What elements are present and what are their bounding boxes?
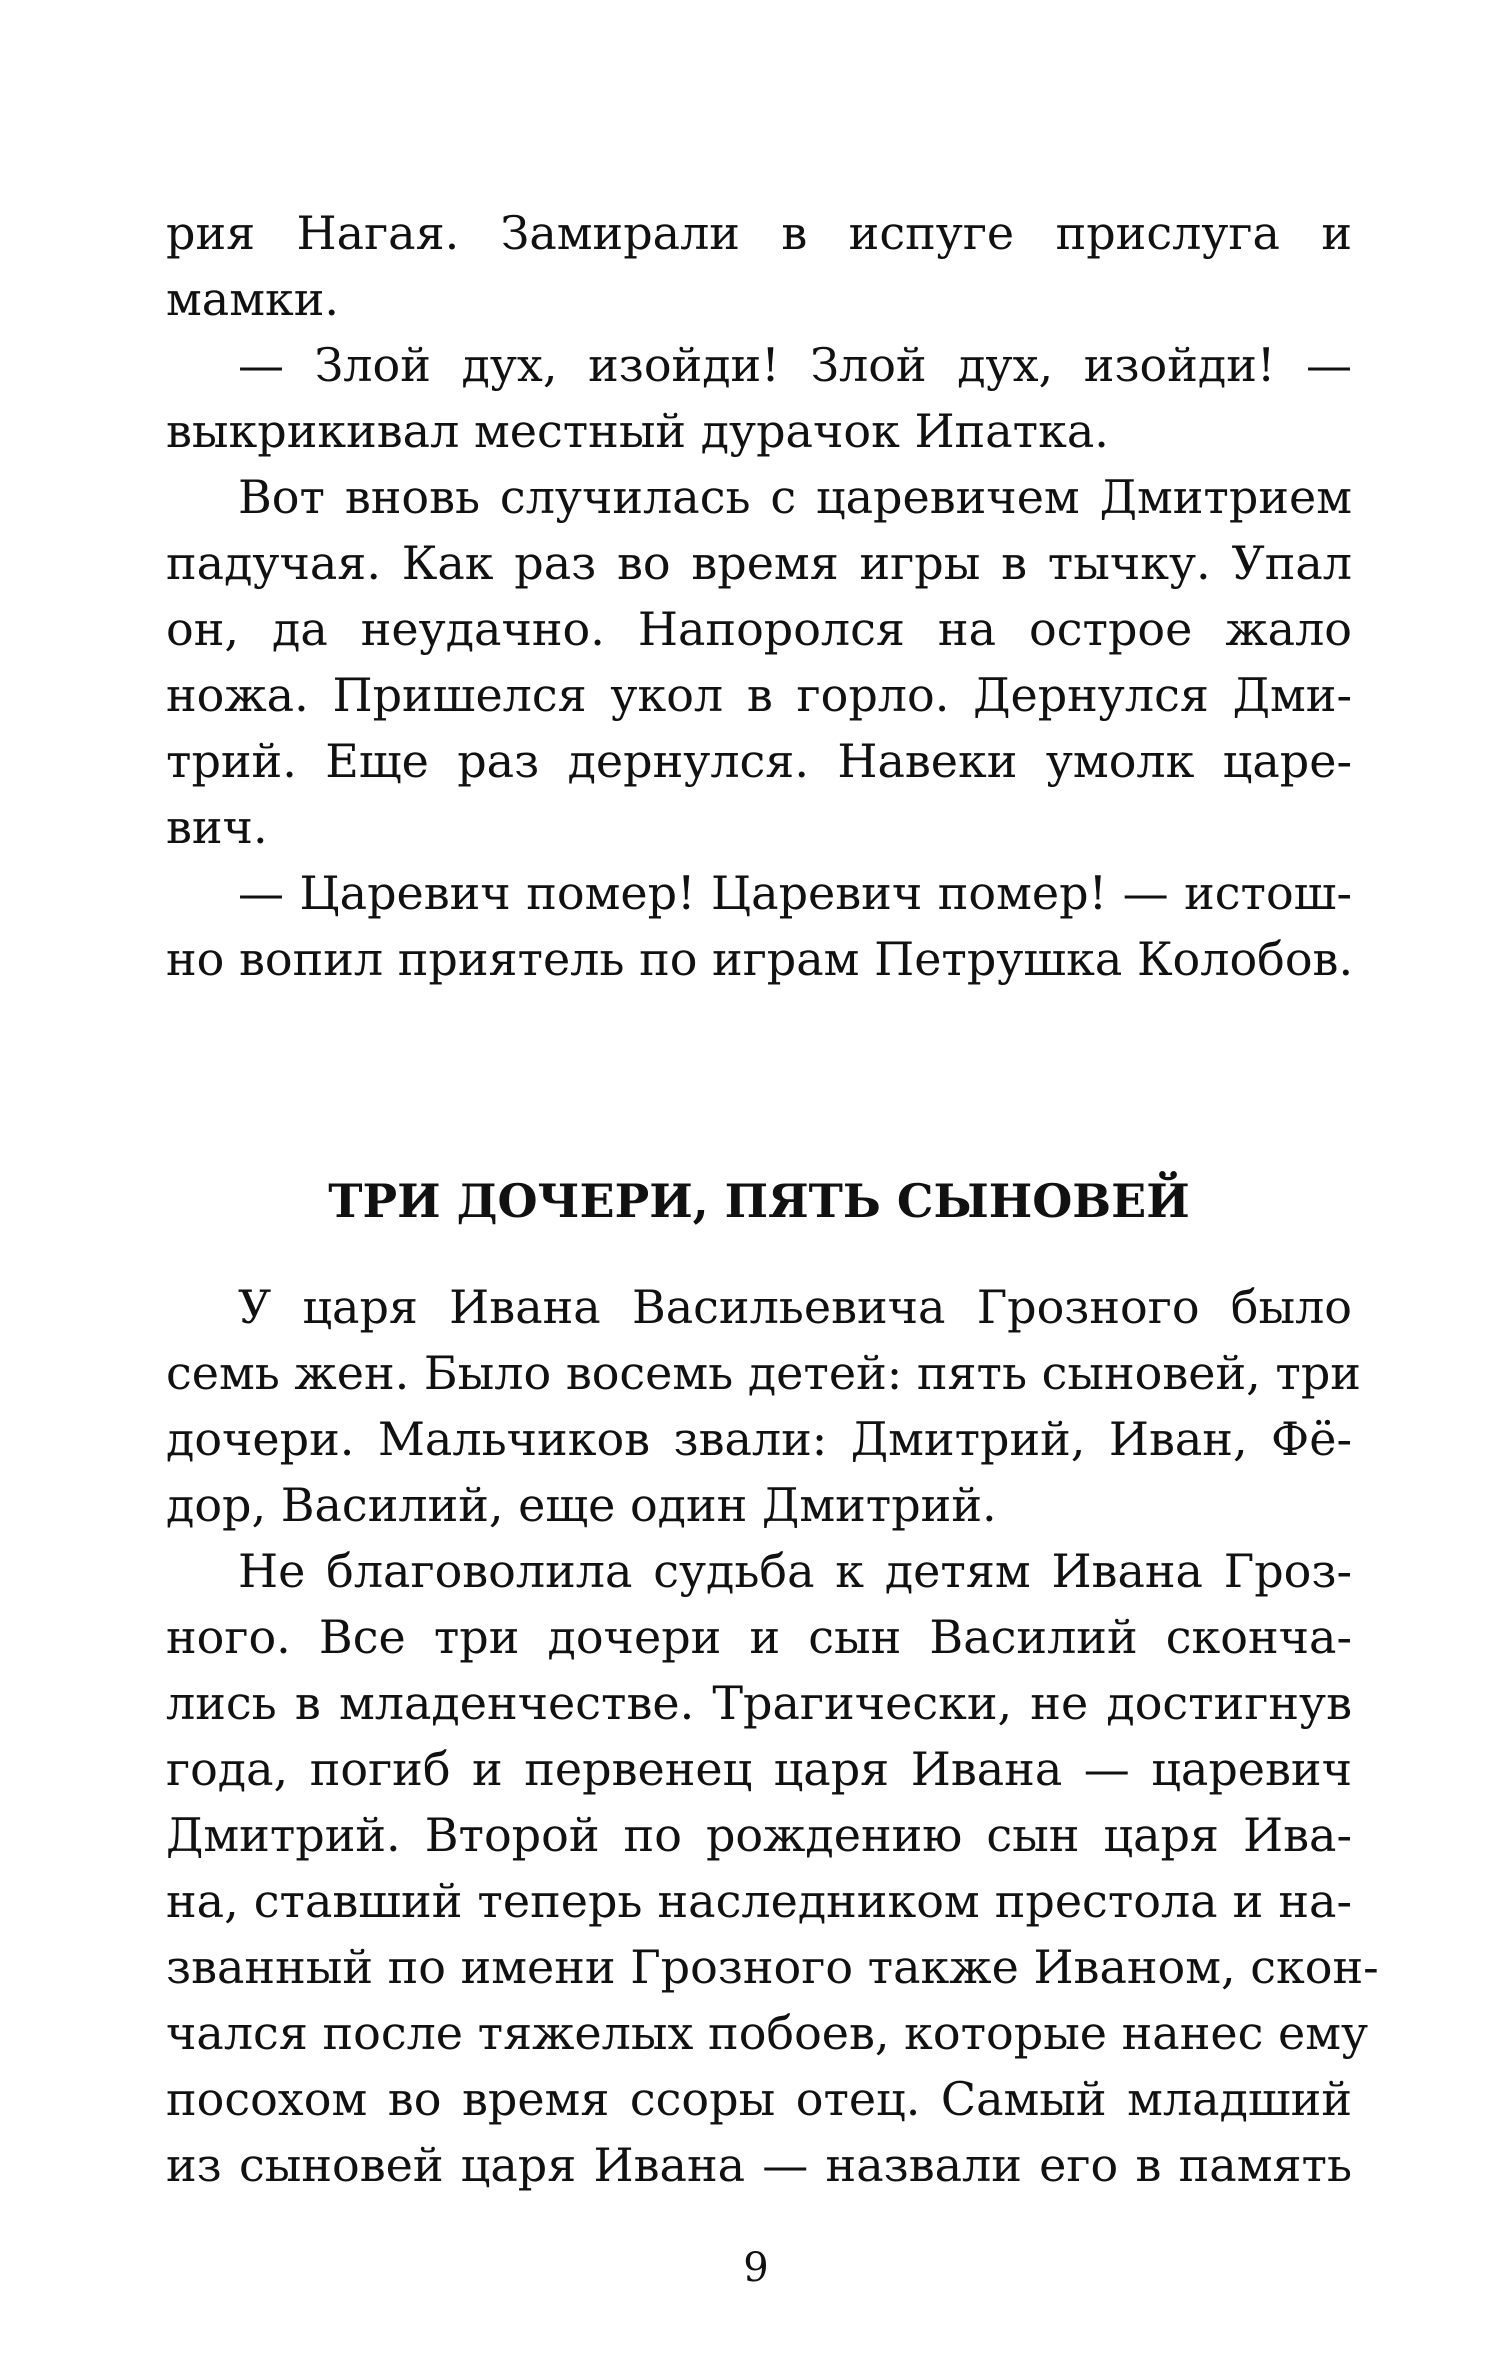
- text-line: ножа. Пришелся укол в горло. Дернулся Дми-: [166, 668, 1352, 722]
- text-line: дочери. Мальчиков звали: Дмитрий, Иван, Фё-: [166, 1412, 1352, 1466]
- page-number: 9: [743, 2245, 769, 2291]
- text-line: чался после тяжелых побоев, которые нанес ему: [166, 2006, 1369, 2060]
- section-gap: [166, 992, 1352, 1168]
- text-line: Дмитрий. Второй по рождению сын царя Ива-: [166, 1808, 1352, 1862]
- chapter-title: ТРИ ДОЧЕРИ, ПЯТЬ СЫНОВЕЙ: [328, 1174, 1190, 1228]
- paragraph: [166, 464, 1352, 860]
- text-line: ного. Все три дочери и сын Василий сконча-: [166, 1610, 1352, 1664]
- top-passage: [166, 200, 1352, 992]
- text-line: — Царевич помер! Царевич помер! — истош-: [238, 866, 1352, 920]
- text-line: мамки.: [166, 272, 340, 326]
- paragraph: [166, 860, 1352, 992]
- text-line: семь жен. Было восемь детей: пять сыновей, три: [166, 1346, 1361, 1400]
- paragraph: [166, 1274, 1361, 1538]
- text-line: Вот вновь случилась с царевичем Дмитрием: [238, 470, 1352, 524]
- text-line: но вопил приятель по играм Петрушка Колобов.: [166, 932, 1354, 986]
- text-line: званный по имени Грозного также Иваном, скон-: [166, 1940, 1379, 1994]
- chapter-body: [166, 1274, 1379, 2198]
- text-line: посохом во время ссоры отец. Самый младший: [166, 2072, 1352, 2126]
- text-line: лись в младенчестве. Трагически, не достигнув: [166, 1676, 1352, 1730]
- text-line: — Злой дух, изойди! Злой дух, изойди! —: [238, 338, 1352, 392]
- text-line: рия Нагая. Замирали в испуге прислуга и: [166, 206, 1352, 260]
- text-line: из сыновей царя Ивана — назвали его в память: [166, 2138, 1352, 2192]
- text-line: падучая. Как раз во время игры в тычку. Упал: [166, 536, 1352, 590]
- text-line: трий. Еще раз дернулся. Навеки умолк царе-: [166, 734, 1352, 788]
- text-line: Не благоволила судьба к детям Ивана Гроз-: [238, 1544, 1352, 1598]
- paragraph: [166, 332, 1352, 464]
- paragraph: [166, 1538, 1379, 2198]
- text-line: на, ставший теперь наследником престола и на-: [166, 1874, 1352, 1928]
- text-line: года, погиб и первенец царя Ивана — царевич: [166, 1742, 1352, 1796]
- page-body: [166, 200, 1379, 2198]
- paragraph: [166, 200, 1352, 332]
- text-line: вич.: [166, 800, 268, 854]
- text-line: У царя Ивана Васильевича Грозного было: [238, 1280, 1352, 1334]
- text-line: выкрикивал местный дурачок Ипатка.: [166, 404, 1109, 458]
- text-line: дор, Василий, еще один Дмитрий.: [166, 1478, 997, 1532]
- text-line: он, да неудачно. Напоролся на острое жало: [166, 602, 1352, 656]
